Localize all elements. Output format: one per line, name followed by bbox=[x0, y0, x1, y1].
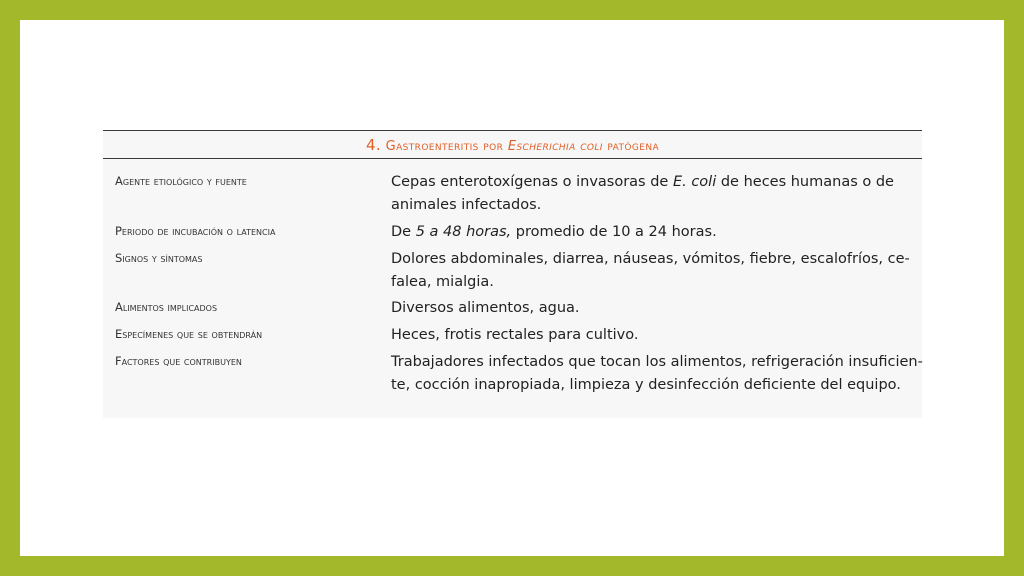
row-value bbox=[391, 324, 923, 347]
value-text: promedio de 10 a 24 horas. bbox=[515, 224, 717, 240]
slide-canvas bbox=[20, 20, 1004, 556]
info-table bbox=[103, 130, 922, 418]
value-italic: E. coli bbox=[672, 174, 717, 190]
value-text: Cepas enterotoxígenas o invasoras de bbox=[391, 174, 669, 190]
title-number: 4. bbox=[365, 136, 382, 154]
value-line-1: Heces, frotis rectales para cultivo. bbox=[391, 327, 639, 343]
value-line-1: Dolores abdominales, diarrea, náuseas, vómitos, fiebre, escalofríos, ce- bbox=[391, 251, 910, 267]
value-italic: 5 a 48 horas, bbox=[415, 224, 512, 240]
value-line-1 bbox=[391, 221, 923, 244]
row-value bbox=[391, 248, 923, 294]
title-part-3: patógena bbox=[607, 139, 660, 154]
value-line-2: falea, mialgia. bbox=[391, 274, 494, 290]
title-part-2: Escherichia coli bbox=[507, 139, 603, 154]
value-text: De bbox=[391, 224, 412, 240]
row-label: Periodo de incubación o latencia bbox=[115, 224, 276, 238]
row-value bbox=[391, 221, 923, 244]
header-rule bbox=[103, 158, 922, 159]
row-label: Agente etiológico y fuente bbox=[115, 174, 247, 188]
row-label: Alimentos implicados bbox=[115, 300, 218, 314]
row-value bbox=[391, 297, 923, 320]
value-line-1 bbox=[391, 171, 923, 194]
value-line-2: animales infectados. bbox=[391, 197, 542, 213]
row-value bbox=[391, 171, 923, 217]
top-rule bbox=[103, 130, 922, 131]
value-line-1: Diversos alimentos, agua. bbox=[391, 300, 580, 316]
row-label: Signos y síntomas bbox=[115, 251, 203, 265]
row-value bbox=[391, 351, 923, 397]
table-title bbox=[103, 136, 922, 154]
value-line-1: Trabajadores infectados que tocan los alimentos, refrigeración insuficien- bbox=[391, 354, 923, 370]
row-label: Factores que contribuyen bbox=[115, 354, 242, 368]
value-line-2: te, cocción inapropiada, limpieza y desinfección deficiente del equipo. bbox=[391, 377, 901, 393]
value-text: de heces humanas o de bbox=[720, 174, 894, 190]
row-label: Especímenes que se obtendrán bbox=[115, 327, 263, 341]
title-part-1: Gastroenteritis por bbox=[385, 139, 504, 154]
